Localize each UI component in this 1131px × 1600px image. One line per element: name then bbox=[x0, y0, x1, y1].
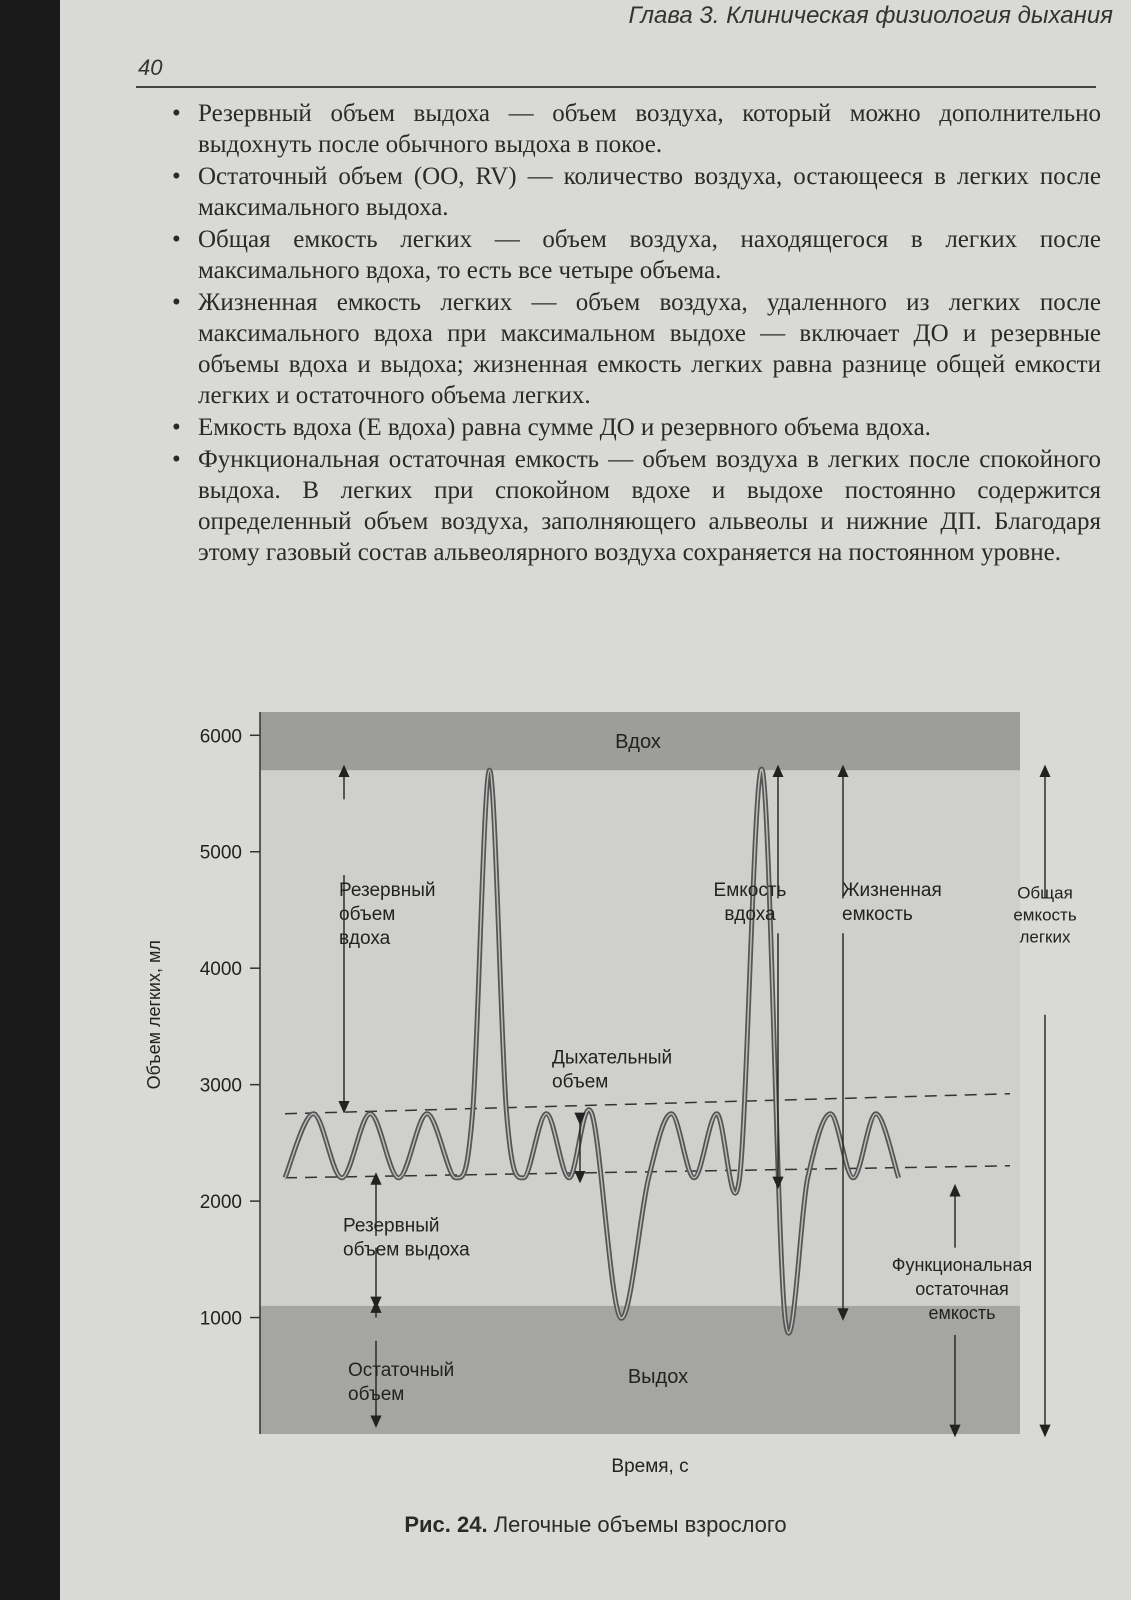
bullet-functional-residual: • Функциональная остаточная емкость — объем воздуха в легких после спокойного выдоха. В легких при спокойном вдохе и выдохе постоянно содержится определенный объем воздуха, заполняющего альвеолы и нижние ДП. Благодаря этому газовый состав альвеолярного воздуха сохраняется на постоянном уровне. bbox=[166, 444, 1101, 568]
bullet-total-capacity: • Общая емкость легких — объем воздуха, находящегося в легких после максимального вдоха, то есть все четыре объема. bbox=[166, 224, 1101, 286]
y-tick-label-3000: 3000 bbox=[199, 1075, 242, 1097]
bullet-expiratory-reserve: • Резервный объем выдоха — объем воздуха, который можно дополнительно выдохнуть после обычного выдоха в покое. bbox=[166, 98, 1101, 160]
bullet-vital-capacity: • Жизненная емкость легких — объем воздуха, удаленного из легких после максимального вдоха при максимальном выдохе — включает ДО и резервные объемы вдоха и выдоха; жизненная емкость легких равна разнице общей емкости легких и остаточного объема легких. bbox=[166, 287, 1101, 411]
label-inspiratory-capacity: Емкость вдоха bbox=[713, 879, 787, 925]
y-tick-label-4000: 4000 bbox=[199, 959, 242, 981]
header-rule bbox=[136, 86, 1096, 88]
chapter-title: Глава 3. Клиническая физиология дыхания bbox=[628, 2, 1113, 29]
definition-list bbox=[166, 98, 1101, 569]
chart-svg bbox=[60, 712, 1131, 1512]
exhale-label: Выдох bbox=[627, 1365, 689, 1388]
bullet-residual-volume: • Остаточный объем (ОО, RV) — количество воздуха, остающееся в легких после максимального выдоха. bbox=[166, 161, 1101, 223]
figure-label: Рис. 24. bbox=[404, 1512, 488, 1537]
x-axis-label: Время, с bbox=[611, 1456, 689, 1477]
bullet-inspiratory-capacity: • Емкость вдоха (Е вдоха) равна сумме ДО и резервного объема вдоха. bbox=[166, 412, 1101, 443]
figure-caption bbox=[60, 1512, 1131, 1538]
label-total-capacity: Общая емкость легких bbox=[1013, 883, 1077, 947]
y-tick-label-5000: 5000 bbox=[199, 842, 242, 864]
label-functional-residual: Функциональная остаточная емкость bbox=[891, 1254, 1033, 1323]
label-vital-capacity: Жизненная емкость bbox=[842, 879, 942, 925]
label-expiratory-reserve: Резервный объем выдоха bbox=[343, 1215, 470, 1261]
inhale-label: Вдох bbox=[615, 731, 661, 754]
label-inspiratory-reserve: Резервный объем вдоха bbox=[339, 879, 436, 949]
y-axis-label: Объем легких, мл bbox=[144, 940, 164, 1090]
y-tick-label-1000: 1000 bbox=[199, 1308, 242, 1330]
y-tick-label-2000: 2000 bbox=[199, 1192, 242, 1214]
label-residual-volume: Остаточный объем bbox=[348, 1359, 455, 1405]
y-tick-label-6000: 6000 bbox=[199, 726, 242, 748]
book-page bbox=[60, 0, 1131, 1600]
label-tidal-volume: Дыхательный объем bbox=[552, 1047, 673, 1093]
page-number: 40 bbox=[138, 55, 163, 80]
lung-volume-chart bbox=[60, 712, 1131, 1542]
figure-title: Легочные объемы взрослого bbox=[487, 1512, 787, 1537]
